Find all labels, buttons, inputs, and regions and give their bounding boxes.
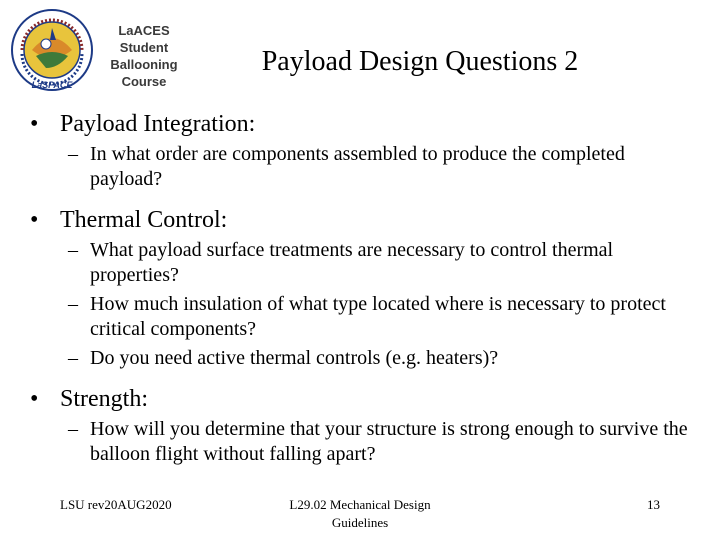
bullet-group [30, 206, 700, 371]
logo-line: Course [121, 74, 167, 89]
bullet-item [30, 385, 700, 413]
logo [6, 6, 184, 98]
dash-icon: – [68, 239, 78, 261]
logo-line: Ballooning [110, 57, 178, 72]
sub-bullet-item [30, 346, 700, 371]
sub-bullet-text: Do you need active thermal controls (e.g. heaters)? [90, 347, 499, 369]
dash-icon: – [68, 418, 78, 440]
page-number: 13 [647, 497, 660, 512]
slide-title: Payload Design Questions 2 [261, 46, 579, 77]
footer-revision: LSU rev20AUG2020 [60, 497, 172, 512]
logo-text [104, 22, 184, 90]
bullet-group [30, 385, 700, 467]
sub-bullet-text: What payload surface treatments are necessary to control thermal properties? [90, 239, 614, 286]
sub-bullet-item [30, 292, 700, 342]
dash-icon: – [68, 293, 78, 315]
sub-bullet-item [30, 417, 700, 467]
svg-text:LaSPACE: LaSPACE [31, 80, 73, 90]
dash-icon: – [68, 143, 78, 165]
bullet-group [30, 110, 700, 192]
sub-bullet-text: How much insulation of what type located where is necessary to protect critical components? [90, 293, 666, 340]
logo-line: Student [119, 40, 169, 55]
bullet-icon: • [30, 111, 39, 137]
bullet-item [30, 206, 700, 234]
bullet-text: Strength: [60, 386, 148, 412]
sub-bullet-item [30, 238, 700, 288]
logo-line: LaACES [118, 23, 170, 38]
bullet-text: Thermal Control: [60, 207, 228, 233]
sub-bullet-text: How will you determine that your structure is strong enough to survive the balloon flight without falling apart? [90, 418, 688, 465]
dash-icon: – [68, 347, 78, 369]
bullet-icon: • [30, 386, 39, 412]
bullet-item [30, 110, 700, 138]
bullet-text: Payload Integration: [60, 111, 256, 137]
laspace-seal-icon [6, 6, 98, 98]
sub-bullet-item [30, 142, 700, 192]
bullet-icon: • [30, 207, 39, 233]
footer-lesson-title: L29.02 Mechanical Design Guidelines [289, 497, 431, 530]
slide-content [30, 104, 700, 481]
sub-bullet-text: In what order are components assembled to produce the completed payload? [90, 143, 625, 190]
